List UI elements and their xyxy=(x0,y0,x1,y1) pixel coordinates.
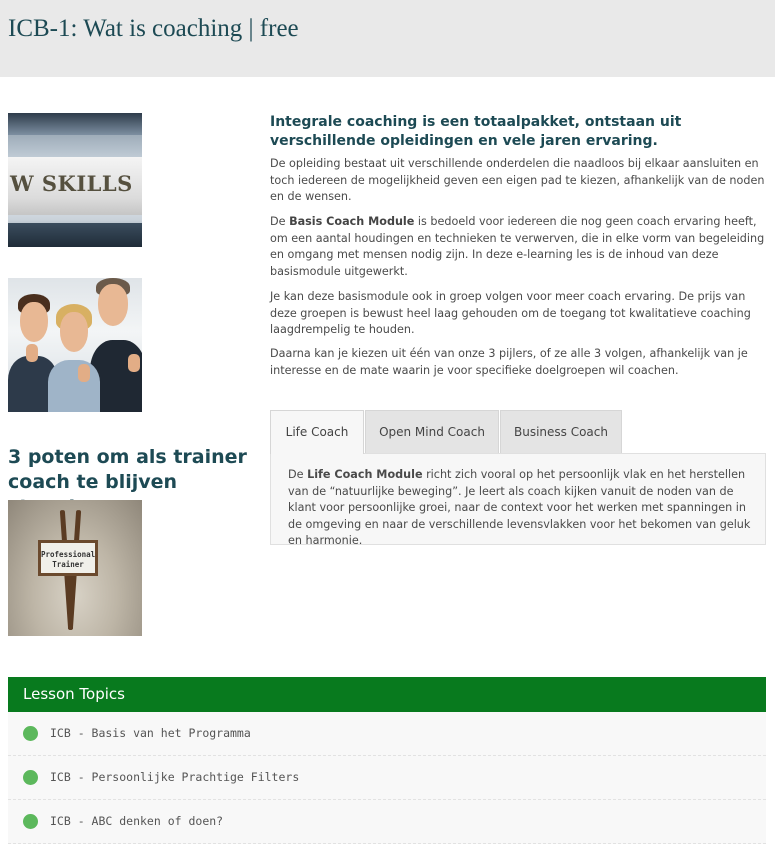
intro-paragraph-2 xyxy=(270,214,765,280)
professional-trainer-easel-image xyxy=(8,500,142,636)
lesson-topic-link[interactable]: ICB - ABC denken of doen? xyxy=(50,814,224,828)
lesson-topic-item[interactable] xyxy=(8,756,766,800)
topic-status-dot-icon xyxy=(23,726,38,741)
p2-bold: Basis Coach Module xyxy=(289,215,415,228)
easel-sign-line1: Professional xyxy=(41,550,96,559)
team-thumbs-up-image xyxy=(8,278,142,412)
lesson-topic-link[interactable]: ICB - Basis van het Programma xyxy=(50,726,251,740)
page-title-bar xyxy=(0,0,775,77)
book-cover-top xyxy=(8,113,142,135)
lesson-topics-header: Lesson Topics xyxy=(8,677,766,712)
intro-paragraph-3: Je kan deze basismodule ook in groep volgen voor meer coach ervaring. De prijs van deze groepen is bewust heel laag gehouden om de toegang tot kwalitatieve coaching laagdrempelig te houden. xyxy=(270,290,751,336)
p2-prefix: De xyxy=(270,215,290,228)
panel-bold: Life Coach Module xyxy=(307,468,423,481)
tab-life-coach[interactable]: Life Coach xyxy=(270,410,364,454)
panel-suffix: richt zich vooral op het persoonlijk vlak en het herstellen van de “natuurlijke beweging”. Je leert als coach kijken vanuit de noden van de klant voor persoonlijke groei, naar de context voor het werken met spanningen in de omgeving en naar de verschillende levensvlakken voor het bekomen van geluk en harmonie. xyxy=(288,468,751,547)
book-cover-bottom xyxy=(8,223,142,247)
lesson-topic-item[interactable] xyxy=(8,712,766,756)
person-right-face xyxy=(98,284,128,326)
tab-panel-life-coach xyxy=(270,453,766,545)
skills-book-image xyxy=(8,113,142,247)
panel-prefix: De xyxy=(288,468,308,481)
page-title: ICB-1: Wat is coaching | free xyxy=(8,15,299,42)
topic-status-dot-icon xyxy=(23,814,38,829)
tab-panel-text xyxy=(288,467,754,550)
thumb-center xyxy=(78,364,90,382)
p2-suffix: is bedoeld voor iedereen die nog geen coach ervaring heeft, om een aantal houdingen en technieken te verwerven, die in elke vorm van begeleiding en omgang met mensen nodig zijn. In deze e-learning les is de inhoud van deze basismodule uitgewerkt. xyxy=(270,215,765,278)
tab-open-mind-coach[interactable]: Open Mind Coach xyxy=(365,410,499,453)
thumb-right xyxy=(128,354,140,372)
person-center-shirt xyxy=(48,360,100,412)
easel-sign-line2: Trainer xyxy=(52,560,84,569)
intro-paragraph-1: De opleiding bestaat uit verschillende onderdelen die naadloos bij elkaar aansluiten en toch iedereen de mogelijkheid geven een eigen pad te kiezen, afhankelijk van de noden en de wensen. xyxy=(270,157,765,203)
person-left-face xyxy=(20,302,48,342)
person-center-face xyxy=(60,312,88,352)
lesson-topic-link[interactable]: ICB - Persoonlijke Prachtige Filters xyxy=(50,770,300,784)
skills-book-text: W SKILLS xyxy=(10,171,133,196)
intro-heading: Integrale coaching is een totaalpakket, ontstaan uit verschillende opleidingen en vele jaren ervaring. xyxy=(270,114,682,149)
topic-status-dot-icon xyxy=(23,770,38,785)
sidebar-heading: 3 poten om als trainer coach te blijven xyxy=(8,446,247,493)
intro-paragraph-4: Daarna kan je kiezen uit één van onze 3 pijlers, of ze alle 3 volgen, afhankelijk van je interesse en de mate waarin je voor specifieke doelgroepen wil coachen. xyxy=(270,347,748,377)
tab-business-coach[interactable]: Business Coach xyxy=(500,410,622,453)
thumb-left xyxy=(26,344,38,362)
lesson-topic-item[interactable] xyxy=(8,800,766,844)
easel-sign-board xyxy=(38,540,98,576)
easel-leg-back xyxy=(68,570,73,625)
